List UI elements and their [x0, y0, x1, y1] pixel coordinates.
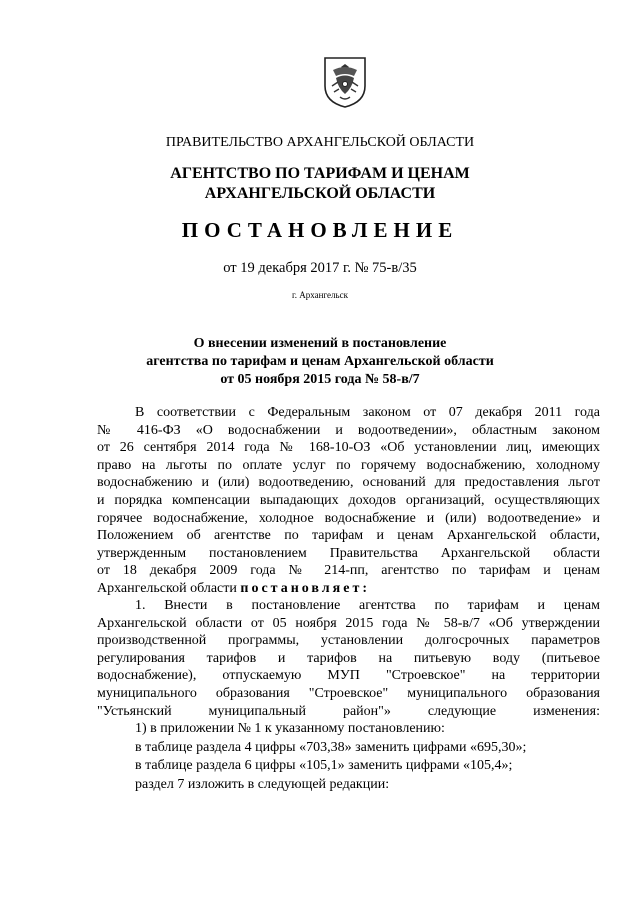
document-date-number: от 19 декабря 2017 г. № 75-в/35: [223, 260, 417, 276]
clause-line: 1. Внести в постановление агентства по тарифам и ценам: [135, 598, 600, 613]
clause-line: водоснабжение), отпускаемую МУП "Строевское" на территории: [97, 668, 600, 684]
preamble-line: и порядка компенсации выпадающих доходов организаций, осуществляющих: [97, 492, 600, 508]
preamble-line: № 416-ФЗ «О водоснабжении и водоотведении», областным законом: [97, 422, 600, 438]
clause-line: Архангельской области от 05 ноября 2015 года № 58-в/7 «Об утверждении: [97, 615, 600, 631]
amendments-list: [135, 720, 526, 794]
preamble-line: горячее водоснабжение, холодное водоснабжение и (или) водоотведение» и: [97, 510, 600, 526]
resolves-keyword: постановляет:: [240, 580, 370, 596]
subject-title-line3: от 05 ноября 2015 года № 58-в/7: [220, 372, 420, 387]
clause-line: регулирования тарифов и тарифов на питьевую воду (питьевое: [97, 650, 600, 666]
amendment-item: 1) в приложении № 1 к указанному постановлению:: [135, 721, 445, 736]
preamble-last-line: [97, 580, 600, 598]
clause-line: муниципального образования "Строевское" муниципального образования: [97, 685, 600, 701]
preamble-line: право на льготы по оплате услуг по горячему водоснабжению, холодному: [97, 457, 600, 473]
clause-1-paragraph: [97, 597, 600, 720]
preamble-line: Положением об агентстве по тарифам и ценам Архангельской области,: [97, 528, 600, 544]
clause-line: "Устьянский муниципальный район"» следующие изменения:: [97, 703, 600, 719]
clause-line: производственной программы, установлении долгосрочных параметров: [97, 633, 600, 649]
subject-title-line1: О внесении изменений в постановление: [193, 336, 447, 351]
preamble-line: от 18 декабря 2009 года № 214-пп, агентство по тарифам и ценам: [97, 563, 600, 579]
amendment-item: раздел 7 изложить в следующей редакции:: [135, 776, 390, 792]
document-subject-title: [0, 335, 640, 389]
government-name: ПРАВИТЕЛЬСТВО АРХАНГЕЛЬСКОЙ ОБЛАСТИ: [165, 135, 475, 150]
preamble-last-prefix: Архангельской области: [97, 580, 241, 596]
amendment-item: в таблице раздела 4 цифры «703,38» заменить цифрами «695,30»;: [135, 739, 527, 755]
preamble-paragraph: [97, 404, 600, 598]
preamble-line: В соответствии с Федеральным законом от 07 декабря 2011 года: [135, 405, 600, 420]
amendment-item: в таблице раздела 6 цифры «105,1» заменить цифрами «105,4»;: [135, 758, 513, 773]
subject-title-line2: агентства по тарифам и ценам Архангельской области: [146, 354, 494, 369]
preamble-line: водоснабжению и (или) водоотведению, оснований для предоставления льгот: [97, 475, 600, 491]
preamble-line: от 26 сентября 2014 года № 168-10-ОЗ «Об установлении лиц, имеющих: [97, 440, 600, 456]
preamble-line: утвержденным постановлением Правительства Архангельской области: [97, 545, 600, 561]
document-city: г. Архангельск: [292, 290, 348, 300]
agency-name: [0, 164, 640, 204]
agency-name-line1: АГЕНТСТВО ПО ТАРИФАМ И ЦЕНАМ: [170, 165, 470, 182]
agency-name-line2: АРХАНГЕЛЬСКОЙ ОБЛАСТИ: [204, 185, 436, 202]
document-type-title: ПОСТАНОВЛЕНИЕ: [181, 218, 459, 242]
coat-of-arms-emblem: [322, 56, 368, 108]
